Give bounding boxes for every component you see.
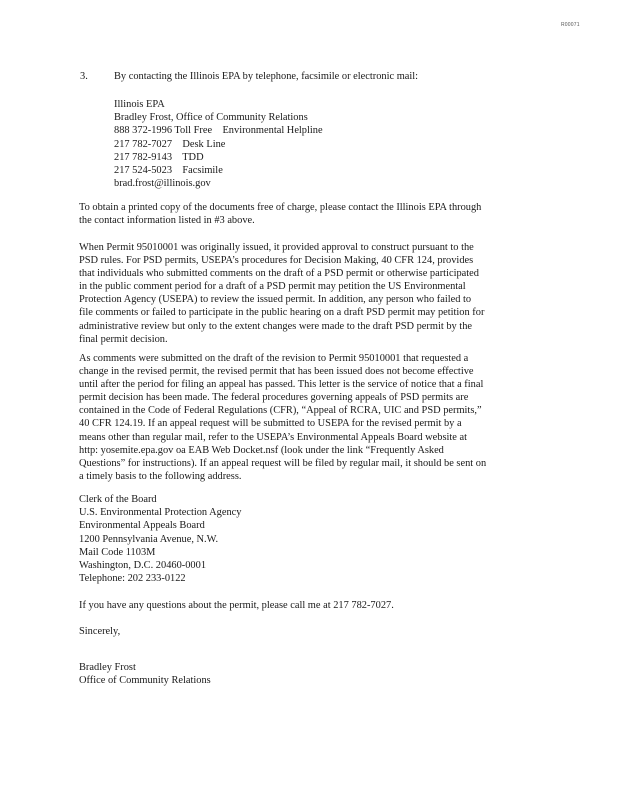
paragraph-line: To obtain a printed copy of the documents free of charge, please contact the Illinois EPA through xyxy=(79,202,482,213)
closing: Sincerely, xyxy=(79,626,121,637)
contact-tdd: 217 782-9143 TDD xyxy=(114,151,204,163)
paragraph-line: PSD rules. For PSD permits, USEPA’s procedures for Decision Making, 40 CFR 124, provides xyxy=(79,255,474,267)
address-block xyxy=(79,493,439,585)
contact-org: Illinois EPA xyxy=(114,99,165,110)
signature-block xyxy=(79,661,379,687)
paragraph-line: 40 CFR 124.19. If an appeal request will be submitted to USEPA for the revised permit by a xyxy=(79,418,462,430)
page-id: R00071 xyxy=(561,22,580,28)
questions-paragraph: If you have any questions about the permit, please call me at 217 782-7027. xyxy=(79,600,394,611)
address-board: Environmental Appeals Board xyxy=(79,520,205,532)
paragraph-line: file comments or failed to participate in the public hearing on a draft PSD permit may petition for xyxy=(79,307,485,319)
signature-office: Office of Community Relations xyxy=(79,675,211,687)
contact-desk-line: 217 782-7027 Desk Line xyxy=(114,138,226,150)
paragraph-line: that individuals who submitted comments on the draft of a PSD permit or otherwise participated xyxy=(79,268,479,280)
contact-facsimile: 217 524-5023 Facsimile xyxy=(114,165,223,177)
address-agency: U.S. Environmental Protection Agency xyxy=(79,507,242,519)
contact-toll-free: 888 372-1996 Toll Free Environmental Helpline xyxy=(114,125,323,137)
paragraph-line: means other than regular mail, refer to the USEPA’s Environmental Appeals Board website at xyxy=(79,431,468,443)
contact-person: Bradley Frost, Office of Community Relations xyxy=(114,112,308,124)
item-text: By contacting the Illinois EPA by telephone, facsimile or electronic mail: xyxy=(114,71,419,82)
paragraph-line: Protection Agency (USEPA) to review the issued permit. In addition, any person who failed to xyxy=(79,294,472,306)
address-telephone: Telephone: 202 233-0122 xyxy=(79,573,186,585)
comments-paragraph xyxy=(79,352,545,483)
paragraph-line: the contact information listed in #3 above. xyxy=(79,215,255,227)
address-street: 1200 Pennsylvania Avenue, N.W. xyxy=(79,533,219,545)
paragraph-line: until after the period for filing an appeal has passed. This letter is the service of notice that a final xyxy=(79,379,484,391)
paragraph-line: When Permit 95010001 was originally issued, it provided approval to construct pursuant to the xyxy=(79,242,474,253)
paragraph-line: permit decision has been made. The federal procedures governing appeals of PSD permits are xyxy=(79,392,469,404)
paragraph-line: in the public comment period for a draft of a PSD permit may petition the US Environmental xyxy=(79,281,466,293)
paragraph-line: As comments were submitted on the draft of the revision to Permit 95010001 that requested a xyxy=(79,353,469,364)
address-clerk: Clerk of the Board xyxy=(79,494,157,505)
paragraph-line: http: yosemite.epa.gov oa EAB Web Docket.nsf (look under the link “Frequently Asked xyxy=(79,444,444,456)
paragraph-line: contained in the Code of Federal Regulations (CFR), “Appeal of RCRA, UIC and PSD permits,” xyxy=(79,405,482,417)
paragraph-line: Questions” for instructions). If an appeal request will be filed by regular mail, it should be sent on xyxy=(79,457,487,469)
item-number: 3. xyxy=(80,71,88,82)
address-city: Washington, D.C. 20460-0001 xyxy=(79,560,207,572)
contact-block xyxy=(114,98,474,190)
paragraph-line: change in the revised permit, the revised permit that has been issued does not become effective xyxy=(79,366,474,378)
address-mail-code: Mail Code 1103M xyxy=(79,546,156,558)
contact-email: brad.frost@illinois.gov xyxy=(114,178,211,190)
paragraph-line: administrative review but only to the extent changes were made to the draft PSD permit by the xyxy=(79,320,473,332)
paragraph-line: final permit decision. xyxy=(79,333,168,345)
obtain-copy-paragraph xyxy=(79,201,545,227)
signature-name: Bradley Frost xyxy=(79,662,136,673)
paragraph-line: a timely basis to the following address. xyxy=(79,470,242,482)
permit-paragraph xyxy=(79,241,545,346)
